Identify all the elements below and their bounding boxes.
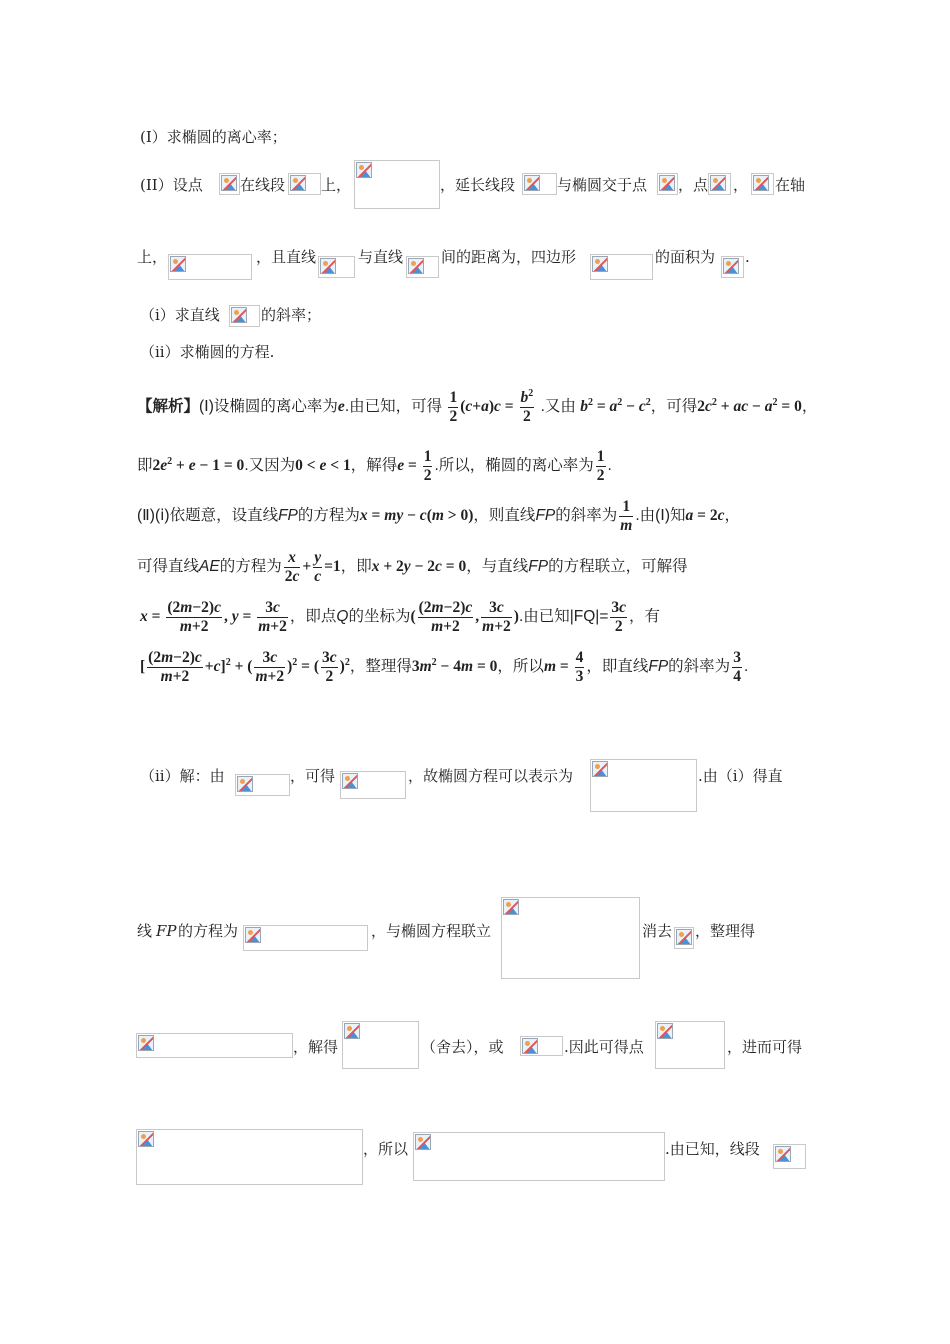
- formula-image: [342, 1021, 419, 1069]
- broken-image-icon: [592, 256, 608, 272]
- sol3-text-a: （ii）解：由: [140, 767, 225, 785]
- formula-image: [136, 1129, 363, 1185]
- broken-image-icon: [659, 175, 675, 191]
- q2b-text-b: ，且直线: [256, 248, 317, 266]
- formula-image: [674, 927, 694, 949]
- broken-image-icon: [415, 1134, 431, 1150]
- sol4-text-e: ，整理得: [695, 922, 756, 940]
- q2-text-a: (II）设点: [140, 176, 203, 194]
- formula-image: [590, 254, 653, 280]
- formula-image: [522, 173, 557, 195]
- formula-image: [773, 1144, 806, 1169]
- formula-image: [136, 1033, 293, 1058]
- q2-text-b: 在线段: [240, 176, 286, 194]
- broken-image-icon: [592, 761, 608, 777]
- question-part-1: (I）求椭圆的离心率；: [140, 128, 287, 146]
- broken-image-icon: [231, 307, 247, 323]
- broken-image-icon: [503, 899, 519, 915]
- q2b-text-a: 上，: [137, 248, 168, 266]
- formula-image: [219, 173, 240, 195]
- q2i-text: （i）求直线: [140, 306, 220, 324]
- formula-image: [413, 1132, 665, 1181]
- formula-image: [235, 774, 290, 796]
- broken-image-icon: [408, 258, 424, 274]
- formula-image: [168, 254, 252, 280]
- sol5-text-a: ，解得: [293, 1038, 339, 1056]
- broken-image-icon: [138, 1131, 154, 1147]
- broken-image-icon: [344, 1023, 360, 1039]
- q2b-text-c: 与直线: [358, 248, 404, 266]
- sol5-text-d: ，进而可得: [727, 1038, 803, 1056]
- q2i-text-end: 的斜率；: [261, 306, 322, 324]
- formula-image: [590, 759, 697, 812]
- formula-image: [406, 256, 439, 278]
- broken-image-icon: [221, 175, 237, 191]
- broken-image-icon: [237, 776, 253, 792]
- sol4-text-d: 消去: [642, 922, 673, 940]
- formula-image: [229, 305, 260, 327]
- sol6-text-a: ，所以: [363, 1140, 409, 1158]
- q2-text-c: 上，: [321, 176, 352, 194]
- sol5-text-b: （舍去），或: [421, 1038, 504, 1056]
- solution-line-6: [ $\frac{(2m-2)c}{m+2}$ +c]$^2$ + ( $\frac{3c}{m+2}$ )$^2$ = ( $\frac{3c}{2}$ )$^2$，整理得$3m^2 - 4m = 0$，所以m = $\frac{4}{3}$ ，即直线FP的斜率为 $\frac{3}{4}$ .: [140, 648, 749, 685]
- formula-image: [721, 256, 744, 278]
- formula-image: [520, 1036, 563, 1056]
- sol3-text-b: ，可得: [290, 767, 336, 785]
- q2ii-text: （ii）求椭圆的方程.: [140, 343, 275, 361]
- sol5-text-c: .因此可得点: [564, 1038, 644, 1056]
- solution-line-1: 【解析】(Ⅰ)设椭圆的离心率为e.由已知，可得 $\frac{1}{2}$ (c+a)c = $\frac{b^2}{2}$ .又由 $b^2 = a^2 - c^2$，可得$2c^2$ + ac − $a^2 = 0$，: [137, 387, 818, 425]
- sol4-text-c: ，与椭圆方程联立: [371, 922, 492, 940]
- broken-image-icon: [342, 773, 358, 789]
- solution-line-3: (Ⅱ)(ⅰ)依题意，设直线FP的方程为x = my − c(m > 0)，则直线FP的斜率为 $\frac{1}{m}$ .由(Ⅰ)知a = 2c，: [137, 497, 741, 534]
- broken-image-icon: [524, 175, 540, 191]
- q2-text-f: ，点: [678, 176, 709, 194]
- formula-image: [501, 897, 640, 979]
- formula-image: [243, 925, 368, 951]
- broken-image-icon: [753, 175, 769, 191]
- sol4-text-b: 的方程为: [178, 922, 239, 940]
- broken-image-icon: [710, 175, 726, 191]
- broken-image-icon: [775, 1146, 791, 1162]
- broken-image-icon: [723, 258, 739, 274]
- broken-image-icon: [657, 1023, 673, 1039]
- sol4-FP: FP: [156, 922, 177, 940]
- formula-image: [751, 173, 774, 195]
- sol3-text-c: ，故椭圆方程可以表示为: [408, 767, 574, 785]
- formula-image: [354, 160, 440, 209]
- solution-line-2: 即$2e^2 + e - 1 = 0$.又因为0 < e < 1，解得e = $\frac{1}{2}$ .所以，椭圆的离心率为 $\frac{1}{2}$ .: [137, 447, 612, 484]
- broken-image-icon: [522, 1038, 538, 1054]
- broken-image-icon: [676, 929, 692, 945]
- formula-image: [318, 256, 355, 278]
- formula-image: [340, 771, 406, 799]
- q2-text-h: 在轴: [775, 176, 806, 194]
- sol3-text-d: .由（i）得直: [698, 767, 783, 785]
- broken-image-icon: [170, 256, 186, 272]
- broken-image-icon: [320, 258, 336, 274]
- q2-text-d: ，延长线段: [440, 176, 516, 194]
- solution-line-5: x = $\frac{(2m-2)c}{m+2}$ , y = $\frac{3c}{m+2}$ ，即点Q的坐标为( $\frac{(2m-2)c}{m+2}$ , $\frac{3c}{m+2}$ ).由已知|FQ|= $\frac{3c}{2}$ ，有: [140, 598, 661, 635]
- formula-image: [657, 173, 678, 195]
- broken-image-icon: [245, 927, 261, 943]
- broken-image-icon: [290, 175, 306, 191]
- broken-image-icon: [138, 1035, 154, 1051]
- broken-image-icon: [356, 162, 372, 178]
- q2b-text-d: 间的距离为，四边形: [441, 248, 577, 266]
- sol6-text-b: .由已知，线段: [665, 1140, 760, 1158]
- q2b-text-f: .: [745, 248, 750, 266]
- q2-text-e: 与椭圆交于点: [557, 176, 648, 194]
- q2-text-g: ，: [733, 176, 749, 194]
- q2b-text-e: 的面积为: [655, 248, 716, 266]
- solution-line-4: 可得直线AE的方程为 $\frac{x}{2c}$ + $\frac{y}{c}$ =1，即x + 2y − 2c = 0，与直线FP的方程联立，可解得: [137, 548, 688, 585]
- formula-image: [655, 1021, 725, 1069]
- formula-image: [288, 173, 321, 195]
- formula-image: [708, 173, 731, 195]
- sol4-text-a: 线: [137, 922, 153, 940]
